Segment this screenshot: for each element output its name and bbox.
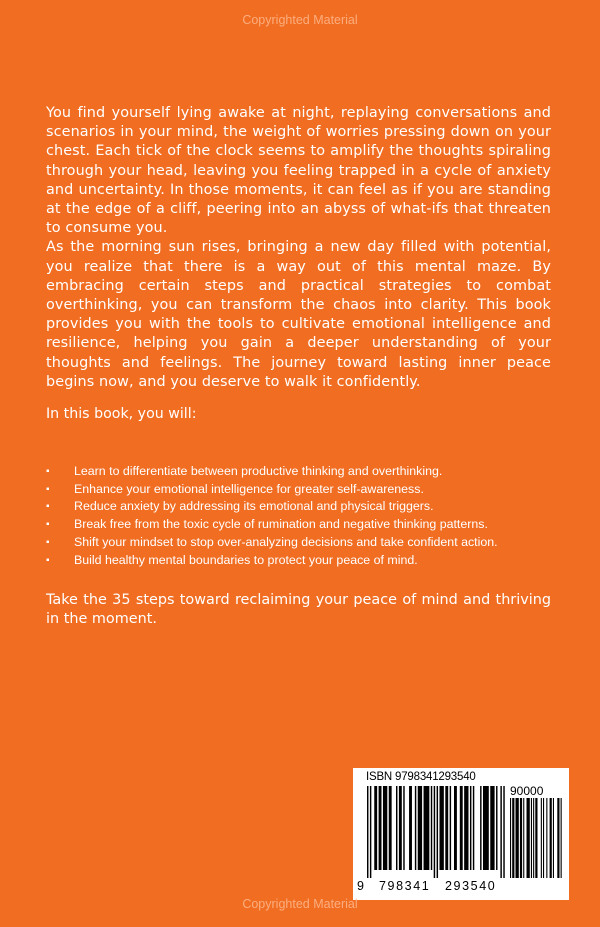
barcode-bar <box>434 786 435 878</box>
barcode-bar <box>440 786 444 870</box>
description-body <box>46 104 551 392</box>
barcode-bar <box>403 786 404 870</box>
description-paragraph-1: You find yourself lying awake at night, replaying conversations and scenarios in your mind, the weight of worries pressing down on your chest. Each tick of the clock seems to amplify the thoughts spiraling through your head, leaving you feeling trapped in a cycle of anxiety and uncertainty. In those moments, it can feel as if you are standing at the edge of a cliff, peering into an abyss of what-ifs that threaten to consume you. <box>46 105 551 237</box>
barcode-bar <box>496 786 497 870</box>
barcode-bar <box>389 786 392 870</box>
list-item: ▪ Build healthy mental boundaries to protect your peace of mind. <box>46 552 566 570</box>
barcode-bar <box>367 786 368 878</box>
barcode-bar <box>374 786 377 870</box>
barcode-bar <box>454 786 457 870</box>
barcode-bar <box>533 798 534 878</box>
barcode-bar <box>531 798 532 878</box>
barcode-bar <box>546 798 547 878</box>
bullet-intro: In this book, you will: <box>46 406 197 422</box>
barcode-bar <box>483 786 489 870</box>
barcode-bar <box>424 786 430 870</box>
barcode-bar <box>415 786 416 870</box>
barcode-bar <box>523 798 524 878</box>
barcode-bar <box>399 786 402 870</box>
barcode-bar <box>383 786 387 870</box>
barcode-bar <box>445 786 448 870</box>
list-item: ▪ Break free from the toxic cycle of rumination and negative thinking patterns. <box>46 516 566 534</box>
list-item: ▪ Shift your mindset to stop over-analyzing decisions and take confident action. <box>46 534 566 552</box>
list-item: ▪ Reduce anxiety by addressing its emotional and physical triggers. <box>46 498 566 516</box>
barcode-bar <box>473 786 474 870</box>
ean-first-digit: 9 <box>357 879 364 893</box>
barcode-bar <box>557 798 559 878</box>
barcode-bar <box>527 798 530 878</box>
barcode-bar <box>450 786 451 870</box>
barcode-bar <box>543 798 544 878</box>
barcode-bar <box>510 798 511 878</box>
copyright-watermark-top: Copyrighted Material <box>242 13 358 27</box>
barcode-bar <box>431 786 432 870</box>
barcode-bar <box>396 786 397 870</box>
barcode-bar <box>512 798 514 878</box>
benefit-list <box>46 463 566 569</box>
barcode-bar <box>370 786 371 878</box>
barcode-bar <box>418 786 422 870</box>
barcode-bar <box>470 786 471 870</box>
barcode-bar <box>480 786 481 870</box>
ean-barcode-bars <box>367 786 507 880</box>
price-addon-bars <box>510 798 562 880</box>
barcode-bar <box>503 786 504 878</box>
isbn-barcode <box>353 768 569 900</box>
barcode-bar <box>561 798 562 878</box>
closing-statement: Take the 35 steps toward reclaiming your peace of mind and thriving in the moment. <box>46 592 551 628</box>
barcode-bar <box>553 798 554 878</box>
barcode-bar <box>541 798 542 878</box>
copyright-watermark-bottom: Copyrighted Material <box>242 897 358 911</box>
barcode-bar <box>550 798 552 878</box>
ean-right-digits: 293540 <box>445 879 497 893</box>
ean-left-digits: 798341 <box>379 879 431 893</box>
barcode-bar <box>379 786 382 870</box>
list-item: ▪ Learn to differentiate between productive thinking and overthinking. <box>46 463 566 481</box>
barcode-bar <box>535 798 537 878</box>
price-code: 90000 <box>510 784 544 798</box>
barcode-bar <box>409 786 412 870</box>
barcode-bar <box>464 786 468 870</box>
barcode-bar <box>520 798 522 878</box>
list-item: ▪ Enhance your emotional intelligence for greater self-awareness. <box>46 481 566 499</box>
barcode-bar <box>500 786 501 878</box>
isbn-label: ISBN 9798341293540 <box>366 771 476 783</box>
barcode-bar <box>516 798 519 878</box>
barcode-bar <box>437 786 438 878</box>
barcode-bar <box>460 786 463 870</box>
barcode-bar <box>490 786 494 870</box>
description-paragraph-2: As the morning sun rises, bringing a new day filled with potential, you realize that there is a way out of this mental maze. By embracing certain steps and practical strategies to combat overthinking, you can transform the chaos into clarity. This book provides you with the tools to cultivate emotional intelligence and resilience, helping you gain a deeper understanding of your thoughts and feelings. The journey toward lasting inner peace begins now, and you deserve to walk it confidently. <box>46 239 551 390</box>
